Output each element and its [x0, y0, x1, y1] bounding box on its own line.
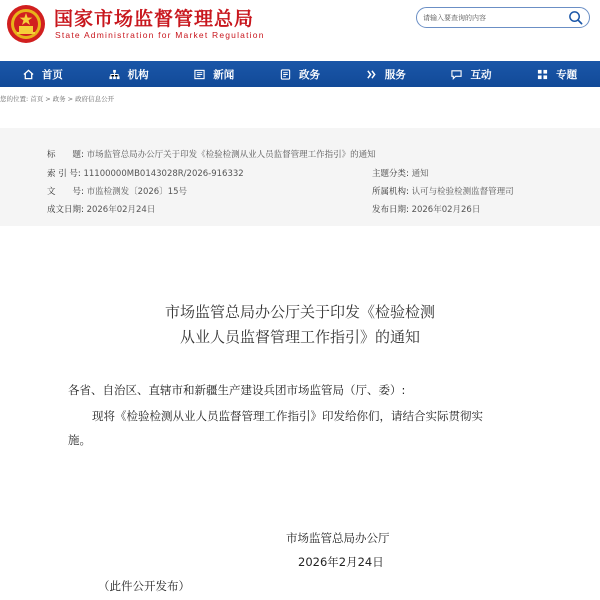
nav-interaction[interactable]: [429, 61, 515, 87]
info-topic-row: [372, 167, 429, 179]
nav-interaction-label: 互动: [470, 68, 492, 81]
info-topic-key: 主题分类:: [372, 169, 409, 179]
breadcrumb-separator: >: [45, 95, 51, 103]
search-icon[interactable]: [568, 10, 583, 25]
info-title-row: [47, 148, 376, 160]
nav-service-label: 服务: [384, 68, 406, 81]
info-date-key: 成文日期:: [47, 205, 84, 215]
nav-affairs-label: 政务: [299, 68, 321, 81]
info-title-key: 标 题:: [47, 150, 84, 160]
info-org-row: [372, 185, 514, 197]
nav-home-label: 首页: [41, 68, 63, 81]
home-icon: [23, 69, 34, 80]
addressee: 各省、自治区、直辖市和新疆生产建设兵团市场监管局（厅、委）:: [68, 383, 406, 397]
interaction-icon: [451, 69, 462, 80]
info-docno-key: 文 号:: [47, 187, 84, 197]
info-docno-value: 市监检测发〔2026〕15号: [86, 187, 188, 197]
info-org-value: 认可与检验检测监督管理司: [411, 187, 514, 197]
info-docno-row: [47, 185, 187, 197]
info-pub-key: 发布日期:: [372, 205, 409, 215]
nav-home[interactable]: [0, 61, 86, 87]
breadcrumb-item-affairs[interactable]: 政务: [52, 95, 66, 103]
info-index-value: 11100000MB0143028R/2026-916332: [83, 169, 244, 179]
info-index-row: [47, 167, 244, 179]
info-topic-value: 通知: [411, 169, 429, 179]
topic-icon: [537, 69, 548, 80]
info-pub-row: [372, 203, 480, 215]
service-icon: [366, 69, 377, 80]
nav-affairs[interactable]: [257, 61, 343, 87]
nav-topic-label: 专题: [556, 68, 578, 81]
site-header: [0, 0, 600, 60]
news-icon: [194, 69, 205, 80]
body-line1: 现将《检验检测从业人员监督管理工作指引》印发给你们，请结合实际贯彻实: [92, 409, 483, 423]
national-emblem-icon[interactable]: [6, 4, 46, 44]
document-title: [0, 300, 600, 350]
publish-note: （此件公开发布）: [98, 579, 190, 593]
document-info-table: [0, 128, 600, 226]
document-title-line1: 市场监管总局办公厅关于印发《检验检测: [164, 303, 435, 321]
signature: 市场监管总局办公厅: [286, 531, 390, 545]
affairs-icon: [280, 69, 291, 80]
site-title-en: State Administration for Market Regulation: [55, 30, 265, 40]
nav-service[interactable]: [343, 61, 429, 87]
breadcrumb-separator: >: [67, 95, 74, 103]
breadcrumb-item-disclosure[interactable]: 政府信息公开: [75, 95, 115, 103]
info-date-value: 2026年02月24日: [86, 205, 156, 215]
signature-date: 2026年2月24日: [298, 555, 384, 569]
site-title[interactable]: 国家市场监督管理总局: [54, 8, 255, 30]
nav-topic[interactable]: [514, 61, 600, 87]
breadcrumb: [0, 94, 116, 103]
search-input[interactable]: [423, 10, 563, 25]
info-date-row: [47, 203, 155, 215]
nav-news[interactable]: [171, 61, 257, 87]
nav-org-label: 机构: [127, 68, 149, 81]
breadcrumb-item-home[interactable]: 首页: [30, 95, 44, 103]
org-icon: [109, 69, 120, 80]
info-org-key: 所属机构:: [372, 187, 409, 197]
document-title-line2: 从业人员监督管理工作指引》的通知: [179, 328, 420, 346]
nav-org[interactable]: [86, 61, 172, 87]
breadcrumb-prefix: 您的位置:: [0, 95, 29, 103]
info-pub-value: 2026年02月26日: [411, 205, 481, 215]
info-index-key: 索 引 号:: [47, 169, 81, 179]
info-title-value: 市场监管总局办公厅关于印发《检验检测从业人员监督管理工作指引》的通知: [86, 150, 376, 160]
body-line2: 施。: [68, 433, 91, 447]
main-nav: [0, 61, 600, 87]
nav-news-label: 新闻: [213, 68, 235, 81]
search-box: [416, 7, 590, 28]
